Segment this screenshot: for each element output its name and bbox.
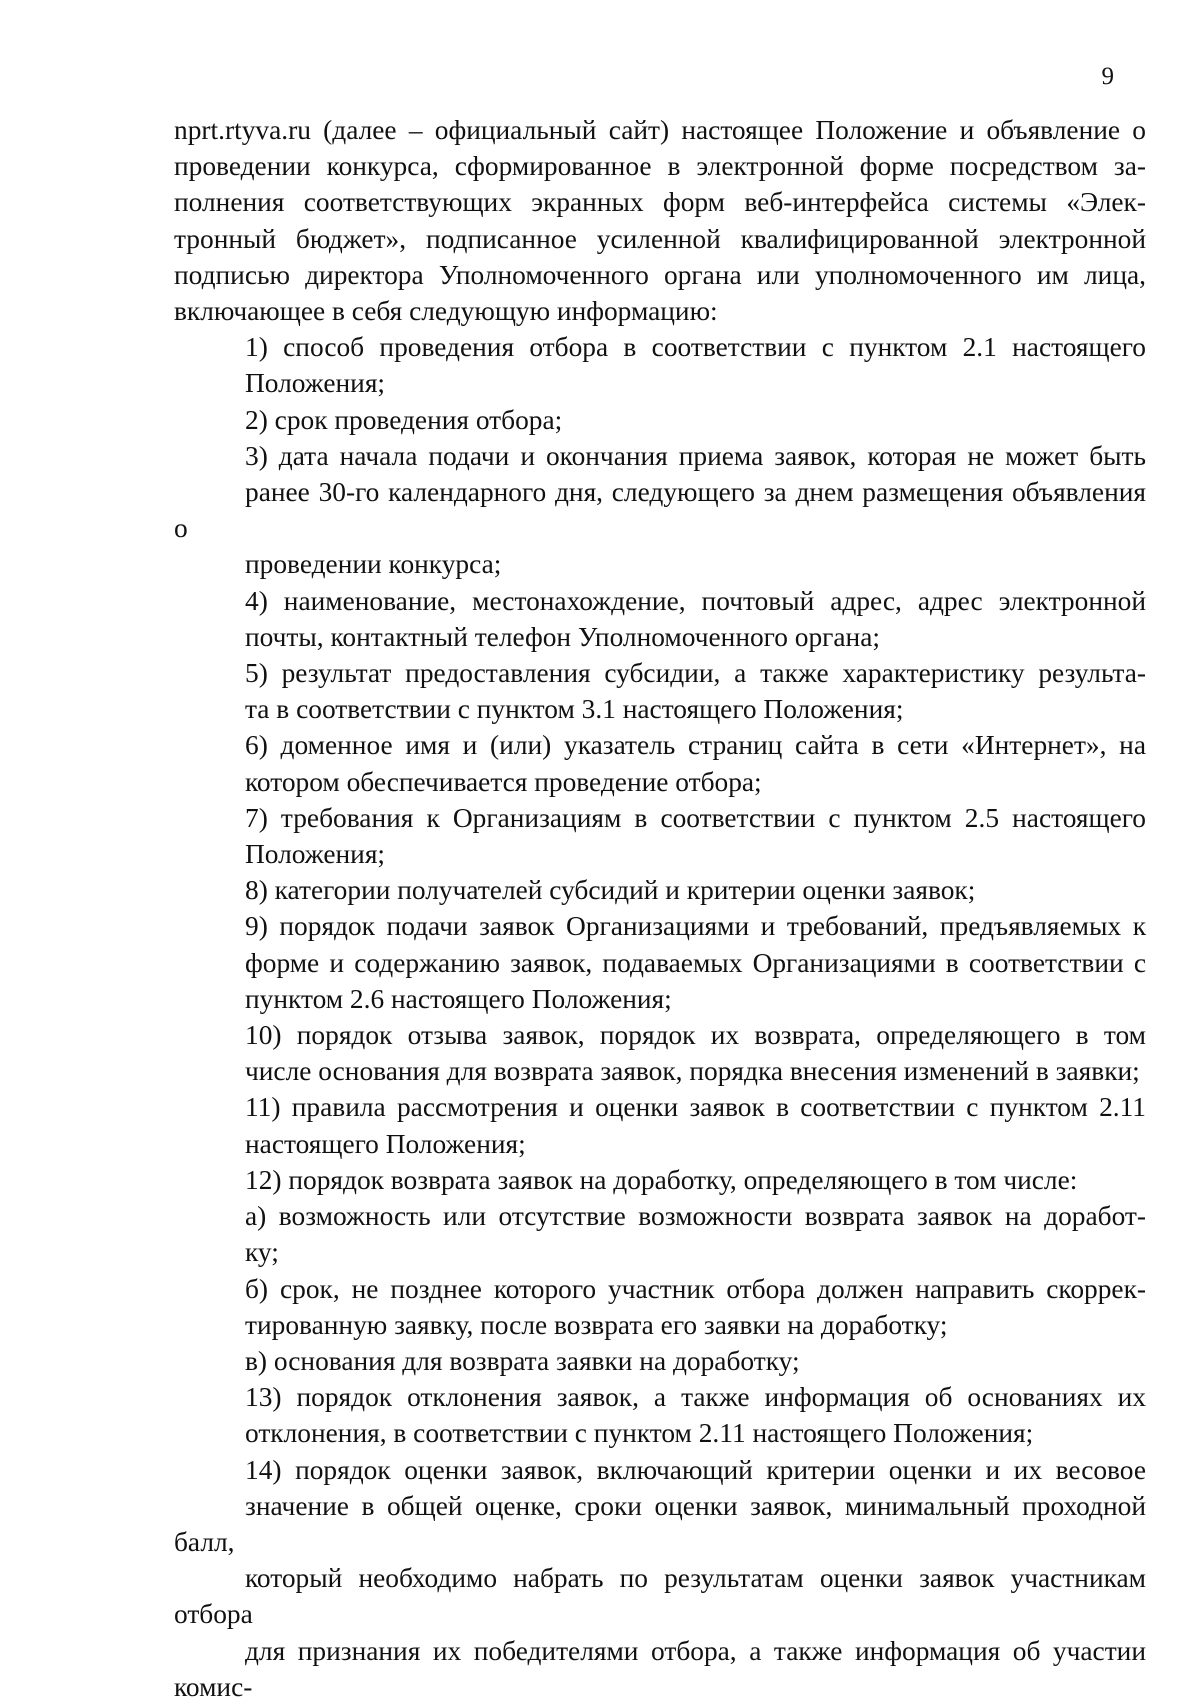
text-line: 14) порядок оценки заявок, включающий критерии оценки и их весовое bbox=[245, 1454, 1146, 1485]
text-line: котором обеспечивается проведение отбора; bbox=[245, 766, 762, 797]
paragraph bbox=[174, 112, 1146, 329]
text-line: настоящего Положения; bbox=[245, 1128, 526, 1159]
text-line: та в соответствии с пунктом 3.1 настоящего Положения; bbox=[245, 694, 904, 725]
text-line: 9) порядок подачи заявок Организациями и требований, предъявляемых к bbox=[245, 911, 1146, 942]
text-line: 5) результат предоставления субсидии, а также характеристику результа- bbox=[245, 658, 1146, 689]
text-line: 2) срок проведения отбора; bbox=[245, 404, 563, 435]
text-line: проведении конкурса, сформированное в электронной форме посредством за- bbox=[174, 151, 1146, 182]
text-line: ранее 30-го календарного дня, следующего за днем размещения объявления о bbox=[174, 477, 1146, 544]
text-line: проведении конкурса; bbox=[245, 549, 502, 580]
text-line: полнения соответствующих экранных форм веб-интерфейса системы «Элек- bbox=[174, 187, 1146, 218]
paragraph bbox=[174, 1271, 1146, 1343]
paragraph bbox=[174, 438, 1146, 583]
document-body bbox=[174, 112, 1146, 1705]
text-line: б) срок, не позднее которого участник отбора должен направить скоррек- bbox=[245, 1273, 1146, 1304]
text-line: который необходимо набрать по результатам оценки заявок участникам отбора bbox=[174, 1563, 1146, 1630]
page-number: 9 bbox=[1101, 63, 1114, 90]
text-line: 1) способ проведения отбора в соответствии с пунктом 2.1 настоящего bbox=[245, 332, 1146, 363]
paragraph bbox=[174, 402, 1146, 438]
paragraph bbox=[174, 655, 1146, 727]
paragraph bbox=[174, 872, 1146, 908]
text-line: 11) правила рассмотрения и оценки заявок в соответствии с пунктом 2.11 bbox=[245, 1092, 1146, 1123]
text-line: пунктом 2.6 настоящего Положения; bbox=[245, 983, 672, 1014]
text-line: 13) порядок отклонения заявок, а также информация об основаниях их bbox=[245, 1382, 1146, 1413]
text-line: значение в общей оценке, сроки оценки заявок, минимальный проходной балл, bbox=[174, 1490, 1146, 1557]
text-line: nprt.rtyva.ru (далее – официальный сайт) настоящее Положение и объявление о bbox=[174, 115, 1146, 145]
text-line: 7) требования к Организациям в соответствии с пунктом 2.5 настоящего bbox=[245, 802, 1146, 833]
paragraph bbox=[174, 583, 1146, 655]
paragraph bbox=[174, 1198, 1146, 1270]
text-line: 8) категории получателей субсидий и критерии оценки заявок; bbox=[245, 875, 976, 906]
text-line: ку; bbox=[245, 1237, 279, 1268]
paragraph bbox=[174, 1089, 1146, 1161]
text-line: форме и содержанию заявок, подаваемых Организациями в соответствии с bbox=[245, 947, 1146, 978]
paragraph bbox=[174, 800, 1146, 872]
text-line: 12) порядок возврата заявок на доработку, определяющего в том числе: bbox=[245, 1164, 1078, 1195]
text-line: а) возможность или отсутствие возможности возврата заявок на доработ- bbox=[245, 1201, 1146, 1232]
paragraph bbox=[174, 727, 1146, 799]
text-line: числе основания для возврата заявок, порядка внесения изменений в заявки; bbox=[245, 1056, 1140, 1087]
paragraph bbox=[174, 1452, 1146, 1705]
paragraph bbox=[174, 329, 1146, 401]
text-line: 6) доменное имя и (или) указатель страниц сайта в сети «Интернет», на bbox=[245, 730, 1146, 761]
text-line: для признания их победителями отбора, а также информация об участии комис- bbox=[174, 1635, 1146, 1702]
text-line: тированную заявку, после возврата его заявки на доработку; bbox=[245, 1309, 948, 1340]
paragraph bbox=[174, 1162, 1146, 1198]
paragraph bbox=[174, 1017, 1146, 1089]
text-line: Положения; bbox=[245, 368, 386, 399]
text-line: почты, контактный телефон Уполномоченного органа; bbox=[245, 621, 880, 652]
paragraph bbox=[174, 908, 1146, 1017]
paragraph bbox=[174, 1379, 1146, 1451]
text-line: тронный бюджет», подписанное усиленной квалифицированной электронной bbox=[174, 223, 1146, 254]
text-line: включающее в себя следующую информацию: bbox=[174, 296, 718, 327]
paragraph bbox=[174, 1343, 1146, 1379]
text-line: 3) дата начала подачи и окончания приема заявок, которая не может быть bbox=[245, 440, 1146, 471]
text-line: 4) наименование, местонахождение, почтовый адрес, адрес электронной bbox=[245, 585, 1146, 616]
text-line: подписью директора Уполномоченного органа или уполномоченного им лица, bbox=[174, 259, 1146, 290]
text-line: отклонения, в соответствии с пунктом 2.11 настоящего Положения; bbox=[245, 1418, 1034, 1449]
text-line: Положения; bbox=[245, 839, 386, 870]
text-line: 10) порядок отзыва заявок, порядок их возврата, определяющего в том bbox=[245, 1020, 1146, 1051]
text-line: в) основания для возврата заявки на доработку; bbox=[245, 1345, 800, 1376]
